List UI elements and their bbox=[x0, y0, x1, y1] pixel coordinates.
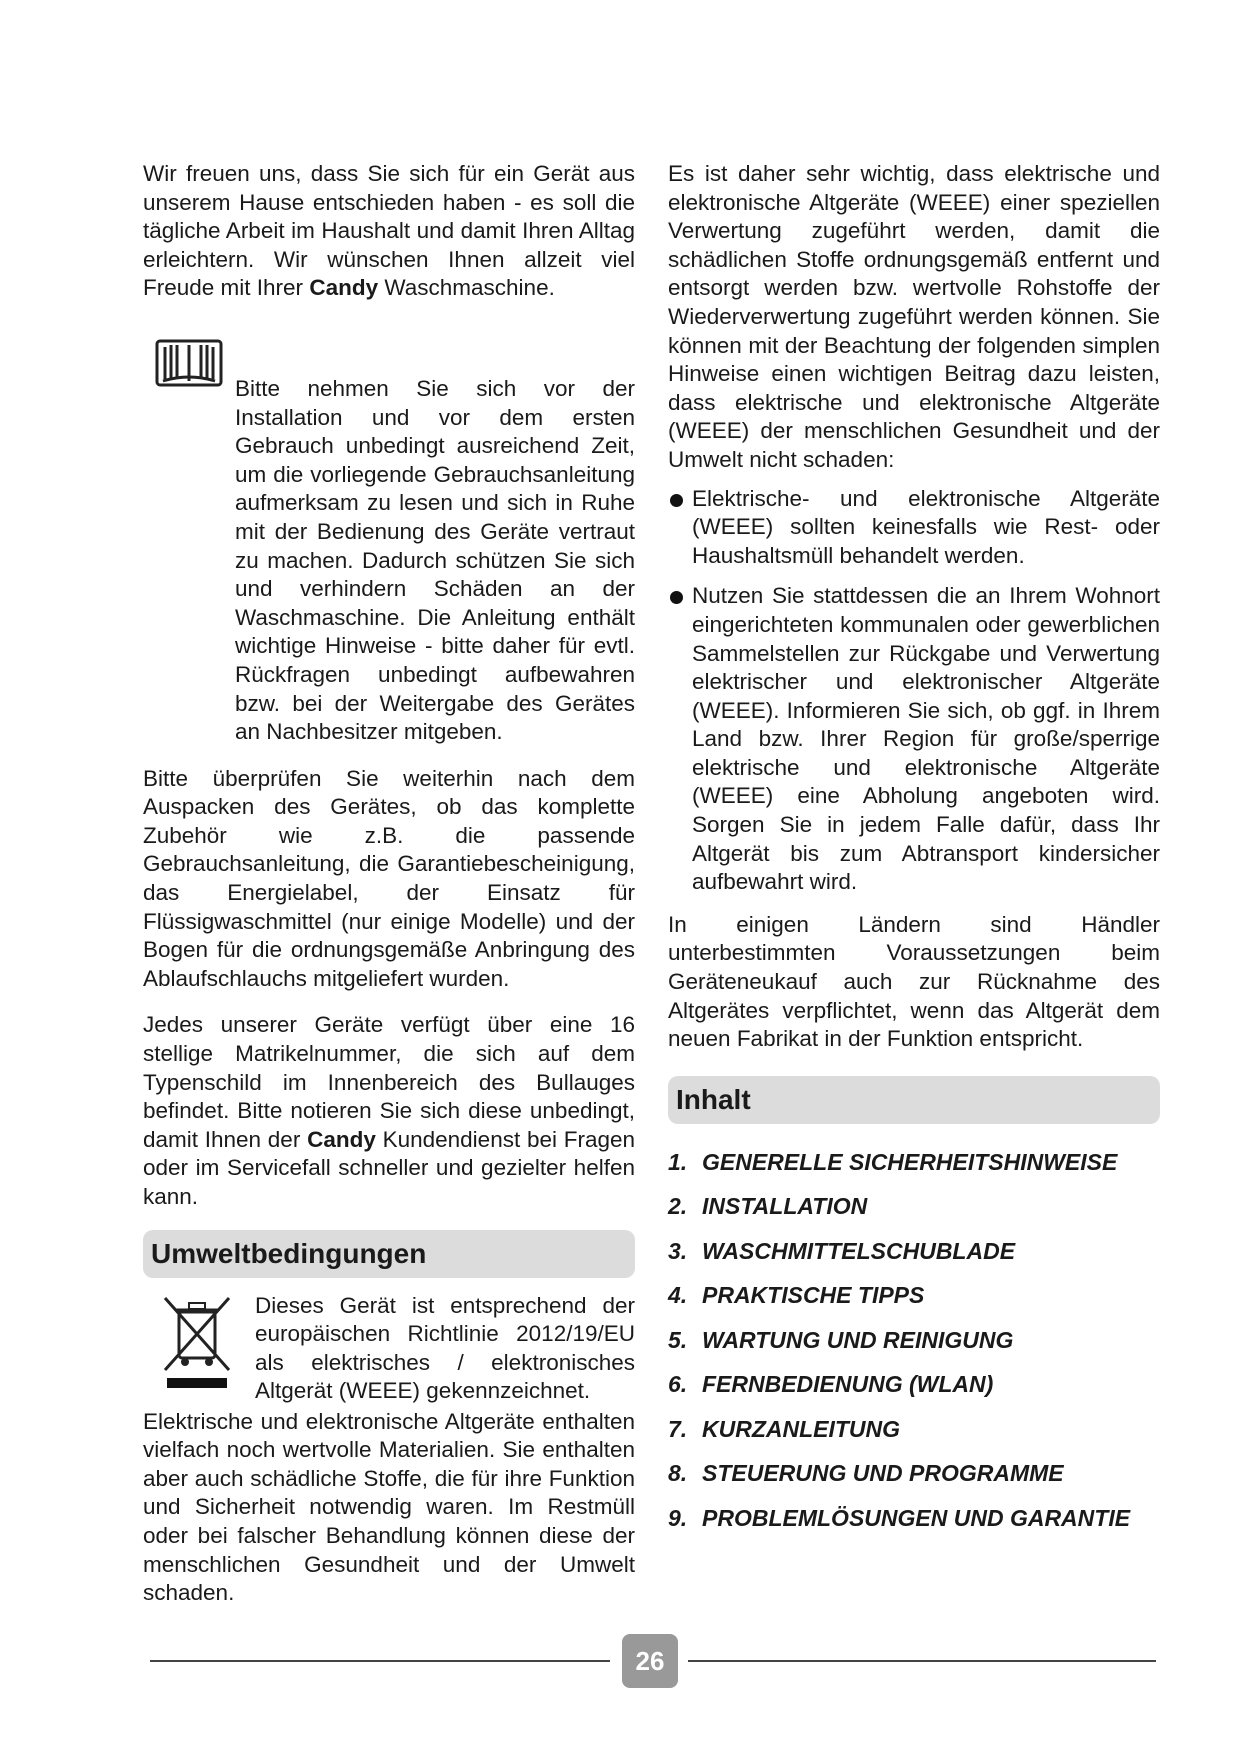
toc-heading: Inhalt bbox=[668, 1076, 1160, 1124]
read-manual-text: Bitte nehmen Sie sich vor der Installation und vor dem ersten Gebrauch unbedingt ausreichend Zeit, um die vorliegende Gebrauchsanleitung aufmerksam zu lesen und sich in Ruhe mit der Bedienung des Geräte vertraut zu machen. Dadurch schützen Sie sich und verhindern Schäden an der Waschmaschine. Die Anleitung enthält wichtige Hinweise - bitte daher für evtl. Rückfragen unbedingt aufbewahren bzw. bei der Weitergabe des Gerätes an Nachbesitzer mitgeben. bbox=[235, 375, 635, 745]
page-number-badge: 26 bbox=[622, 1634, 678, 1688]
intro-text: Wir freuen uns, dass Sie sich für ein Gerät aus unserem Hause entschieden haben - es soll die tägliche Arbeit im Haushalt und damit Ihren Alltag erleichtern. Wir wünschen Ihnen allzeit viel Freude mit Ihrer bbox=[143, 161, 635, 301]
materials-paragraph: Elektrische und elektronische Altgeräte enthalten vielfach noch wertvolle Materialien. Sie enthalten aber auch schädliche Stoffe, die für ihre Funktion und Sicherheit notwendig waren. Im Restmüll oder bei falscher Behandlung können diese der menschlichen Gesundheit und der Umwelt schaden. bbox=[143, 1408, 635, 1606]
left-column bbox=[143, 160, 635, 1608]
bullet-item: Elektrische- und elektronische Altgeräte (WEEE) sollten keinesfalls wie Rest- oder Haushaltsmüll behandelt werden. bbox=[668, 485, 1160, 571]
crossed-bin-icon bbox=[161, 1294, 233, 1390]
footer-rule-left bbox=[150, 1660, 610, 1662]
toc-item[interactable]: 9. PROBLEMLÖSUNGEN UND GARANTIE bbox=[668, 1504, 1131, 1531]
intro-paragraph bbox=[143, 160, 635, 303]
footer-rule-right bbox=[688, 1660, 1156, 1662]
environment-heading: Umweltbedingungen bbox=[143, 1230, 635, 1278]
table-of-contents bbox=[668, 1140, 1160, 1541]
serial-text-end: Kundendienst bei Fragen oder im Servicefall schneller und gezielter helfen kann. bbox=[143, 1126, 635, 1209]
serial-number-paragraph bbox=[143, 1011, 635, 1211]
toc-item[interactable]: 6. FERNBEDIENUNG (WLAN) bbox=[668, 1371, 994, 1398]
retailers-paragraph: In einigen Ländern sind Händler unterbestimmten Voraussetzungen beim Geräteneukauf auch zur Rücknahme des Altgerätes verpflichtet, wenn das Altgerät dem neuen Fabrikat in der Funktion entspricht. bbox=[668, 911, 1160, 1052]
toc-item[interactable]: 1. GENERELLE SICHERHEITSHINWEISE bbox=[668, 1148, 1118, 1175]
check-contents-paragraph: Bitte überprüfen Sie weiterhin nach dem Auspacken des Gerätes, ob das komplette Zubehör wie z.B. die passende Gebrauchsanleitung, die Garantiebescheinigung, das Energielabel, der Einsatz für Flüssigwaschmittel (nur einige Modelle) und der Bogen für die ordnungsgemäße Anbringung des Ablaufschlauchs mitgeliefert wurden. bbox=[143, 765, 635, 991]
toc-item[interactable]: 2. INSTALLATION bbox=[668, 1193, 868, 1220]
importance-paragraph: Es ist daher sehr wichtig, dass elektrische und elektronische Altgeräte (WEEE) einer speziellen Verwertung zugeführt werden, damit die schädlichen Stoffe ordnungsgemäß entfernt und entsorgt werden bzw. wertvolle Rohstoffe der Wiederverwertung zugeführt werden können. Sie können mit der Beachtung der folgenden simplen Hinweise einen wichtigen Beitrag dazu leisten, dass elektrische und elektronische Altgeräte (WEEE) der menschlichen Gesundheit und der Umwelt nicht schaden: bbox=[668, 161, 1160, 472]
disposal-bullets bbox=[668, 485, 1160, 897]
toc-item[interactable]: 3. WASCHMITTELSCHUBLADE bbox=[668, 1237, 1016, 1264]
serial-text: Jedes unserer Geräte verfügt über eine 16 stellige Matrikelnummer, die sich auf dem Typenschild im Innenbereich des Bullauges befindet. Bitte notieren Sie sich diese unbedingt, damit Ihnen der bbox=[143, 1012, 635, 1152]
right-column bbox=[668, 160, 1160, 1540]
intro-text-end: Waschmaschine. bbox=[384, 275, 555, 301]
brand-name: Candy bbox=[309, 275, 379, 301]
toc-item[interactable]: 7. KURZANLEITUNG bbox=[668, 1415, 901, 1442]
toc-item[interactable]: 4. PRAKTISCHE TIPPS bbox=[668, 1282, 925, 1309]
open-book-icon bbox=[155, 337, 223, 387]
weee-label-text: Dieses Gerät ist entsprechend der europäischen Richtlinie 2012/19/EU als elektrisches / elektronisches Altgerät (WEEE) gekennzeichnet. bbox=[255, 1292, 635, 1404]
read-manual-block bbox=[143, 337, 635, 747]
toc-item[interactable]: 5. WARTUNG UND REINIGUNG bbox=[668, 1326, 1014, 1353]
brand-name-service: Candy bbox=[307, 1126, 376, 1152]
weee-block bbox=[143, 1292, 635, 1408]
bullet-item: Nutzen Sie stattdessen die an Ihrem Wohnort eingerichteten kommunalen oder gewerblichen Sammelstellen zur Rückgabe und Verwertung elektrischer und elektronischer Altgeräte (WEEE). Informieren Sie sich, ob ggf. in Ihrem Land bzw. Ihrer Region für große/sperrige elektrische und elektronische Altgeräte (WEEE) eine Abholung angeboten wird. Sorgen Sie in jedem Falle dafür, dass Ihr Altgerät bis zum Abtransport kindersicher aufbewahrt wird. bbox=[668, 582, 1160, 897]
toc-item[interactable]: 8. STEUERUNG UND PROGRAMME bbox=[668, 1460, 1064, 1487]
